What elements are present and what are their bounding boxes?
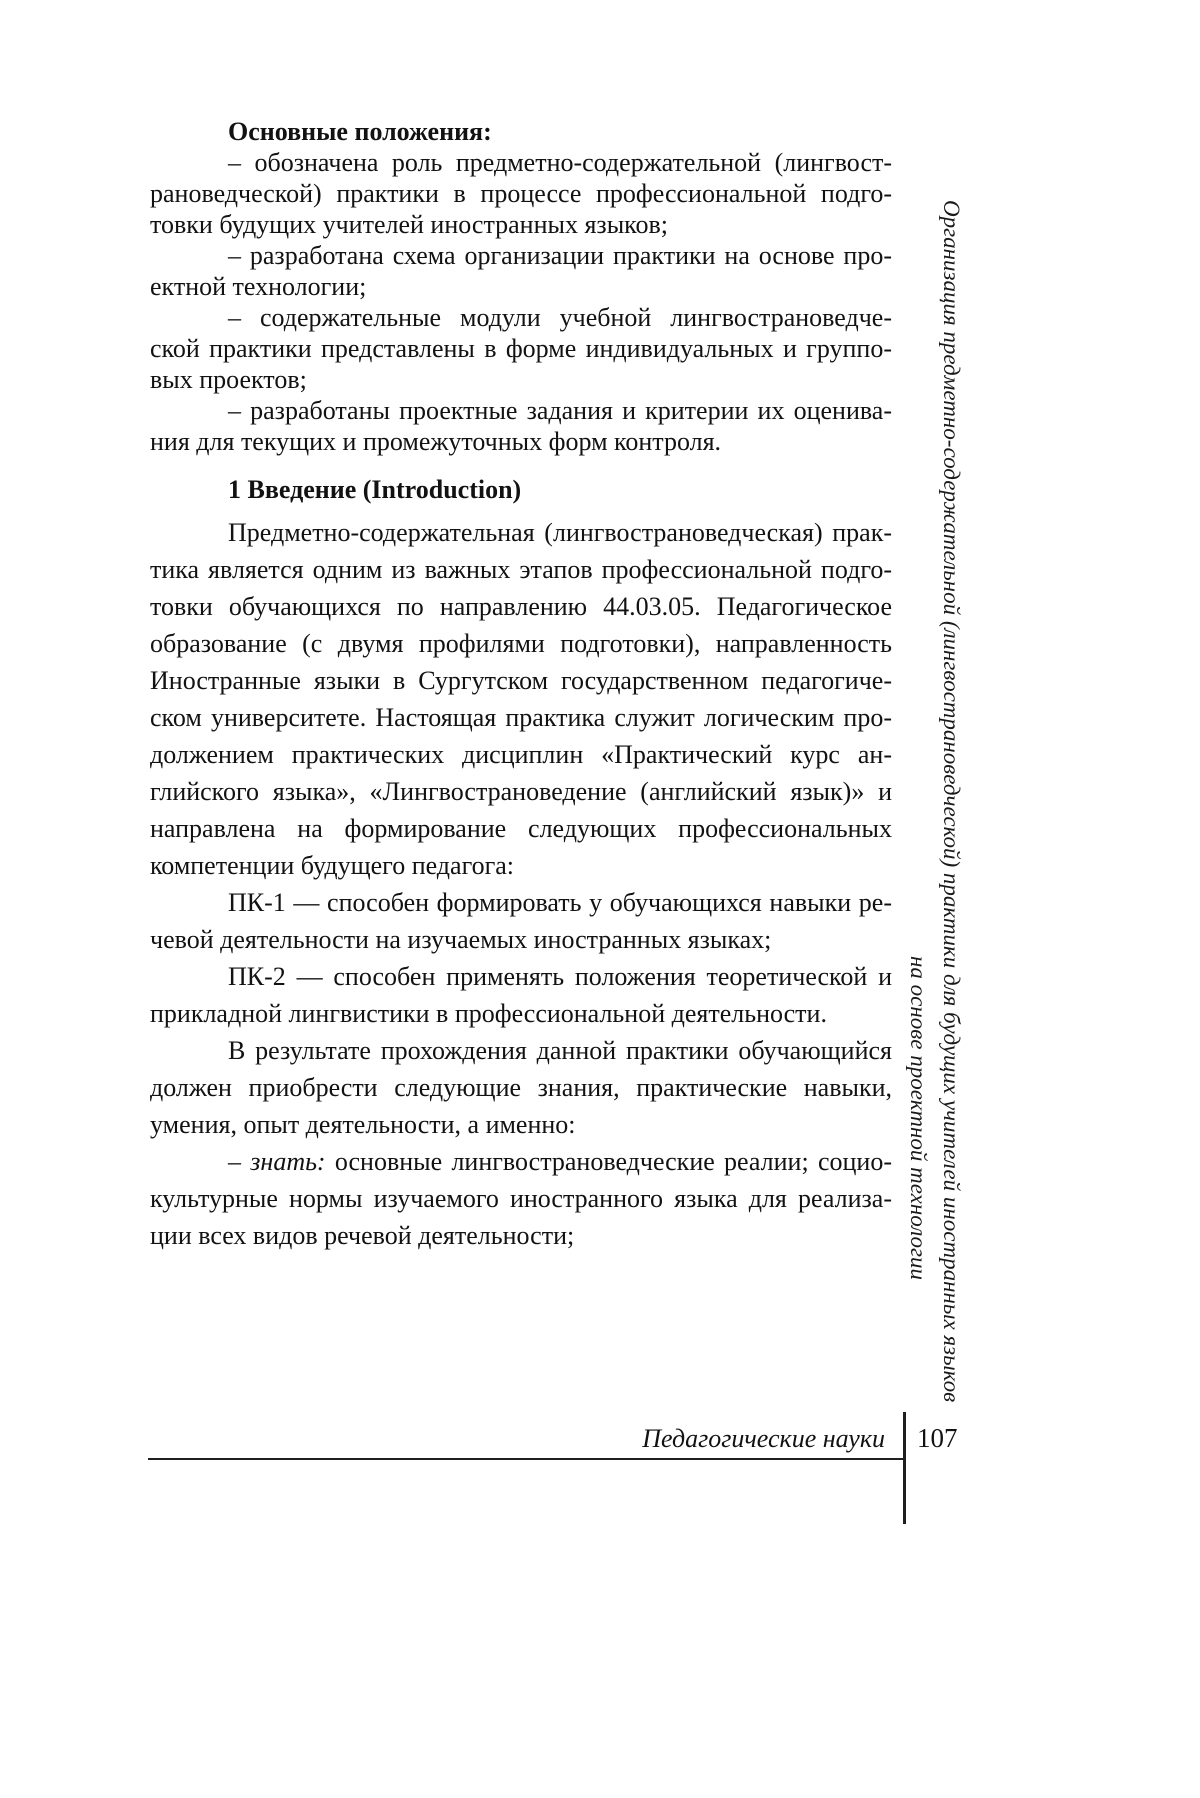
text-line: прикладной лингвистики в профессиональной деятельности.: [150, 999, 827, 1028]
paragraph: [150, 302, 892, 395]
text-line: должен приобрести следующие знания, практические навыки,: [150, 1073, 892, 1102]
text-line: товки обучающихся по направлению 44.03.05. Педагогическое: [150, 592, 892, 621]
text-line: – разработана схема организации практики на основе про-: [228, 241, 892, 270]
text-line: чевой деятельности на изучаемых иностранных языках;: [150, 925, 772, 954]
text-line: Предметно-содержательная (лингвострановедческая) прак-: [228, 518, 892, 547]
text-line: тика является одним из важных этапов профессиональной подго-: [150, 555, 892, 584]
text-line: компетенции будущего педагога:: [150, 851, 515, 880]
text-line: – разработаны проектные задания и критерии их оценива-: [228, 396, 892, 425]
text-line: – обозначена роль предметно-содержательной (лингвост-: [228, 148, 892, 177]
paragraph: [150, 884, 892, 958]
footer-vertical-bar: [903, 1412, 906, 1524]
text-line: ектной технологии;: [150, 272, 367, 301]
text-line: В результате прохождения данной практики обучающийся: [228, 1036, 892, 1065]
paragraph: [150, 240, 892, 302]
margin-running-title: [902, 200, 968, 1403]
text-line: культурные нормы изучаемого иностранного языка для реализа-: [150, 1184, 892, 1213]
page-number: 107: [917, 1423, 958, 1453]
text-line: [150, 1143, 892, 1180]
text-line: товки будущих учителей иностранных языков;: [150, 210, 668, 239]
paragraph: [150, 1032, 892, 1143]
margin-title-line2: на основе проектной технологии: [906, 956, 931, 1280]
footer-section-label: Педагогические науки: [642, 1424, 885, 1453]
text-line: умения, опыт деятельности, а именно:: [150, 1110, 576, 1139]
text-line: ПК-1 — способен формировать у обучающихся навыки ре-: [228, 888, 892, 917]
text-line: ции всех видов речевой деятельности;: [150, 1221, 575, 1250]
paragraph: [150, 1143, 892, 1254]
text-line: должением практических дисциплин «Практический курс ан-: [150, 740, 892, 769]
text-line: Иностранные языки в Сургутском государственном педагогиче-: [150, 666, 892, 695]
paragraph: [150, 514, 892, 884]
paragraph: [150, 395, 892, 457]
text-line: ском университете. Настоящая практика служит логическим про-: [150, 703, 892, 732]
text-line: рановедческой) практики в процессе профессиональной подго-: [150, 179, 892, 208]
text-line: образование (с двумя профилями подготовки), направленность: [150, 629, 892, 658]
text-line: ния для текущих и промежуточных форм контроля.: [150, 427, 722, 456]
section-heading: 1 Введение (Introduction): [228, 475, 522, 504]
paragraph: [150, 958, 892, 1032]
text-line: глийского языка», «Лингвострановедение (английский язык)» и: [150, 777, 892, 806]
footer-rule: [148, 1458, 905, 1460]
text-line: ской практики представлены в форме индивидуальных и группо-: [150, 334, 892, 363]
emphasized-text: знать:: [250, 1147, 326, 1176]
text-block: [150, 116, 892, 1254]
text-line: ПК-2 — способен применять положения теоретической и: [228, 962, 892, 991]
text-line: вых проектов;: [150, 365, 307, 394]
margin-title-line1: Организация предметно-содержательной (лингвострановедческой) практики для будущих учителей иностранных языков: [939, 200, 964, 1403]
plain-text: основные лингвострановедческие реалии; социо-: [325, 1147, 892, 1176]
paragraph: [150, 147, 892, 240]
section-heading: Основные положения:: [228, 117, 492, 146]
text-line: – содержательные модули учебной лингвострановедче-: [228, 303, 892, 332]
plain-text: –: [228, 1147, 251, 1176]
text-line: направлена на формирование следующих профессиональных: [150, 814, 892, 843]
